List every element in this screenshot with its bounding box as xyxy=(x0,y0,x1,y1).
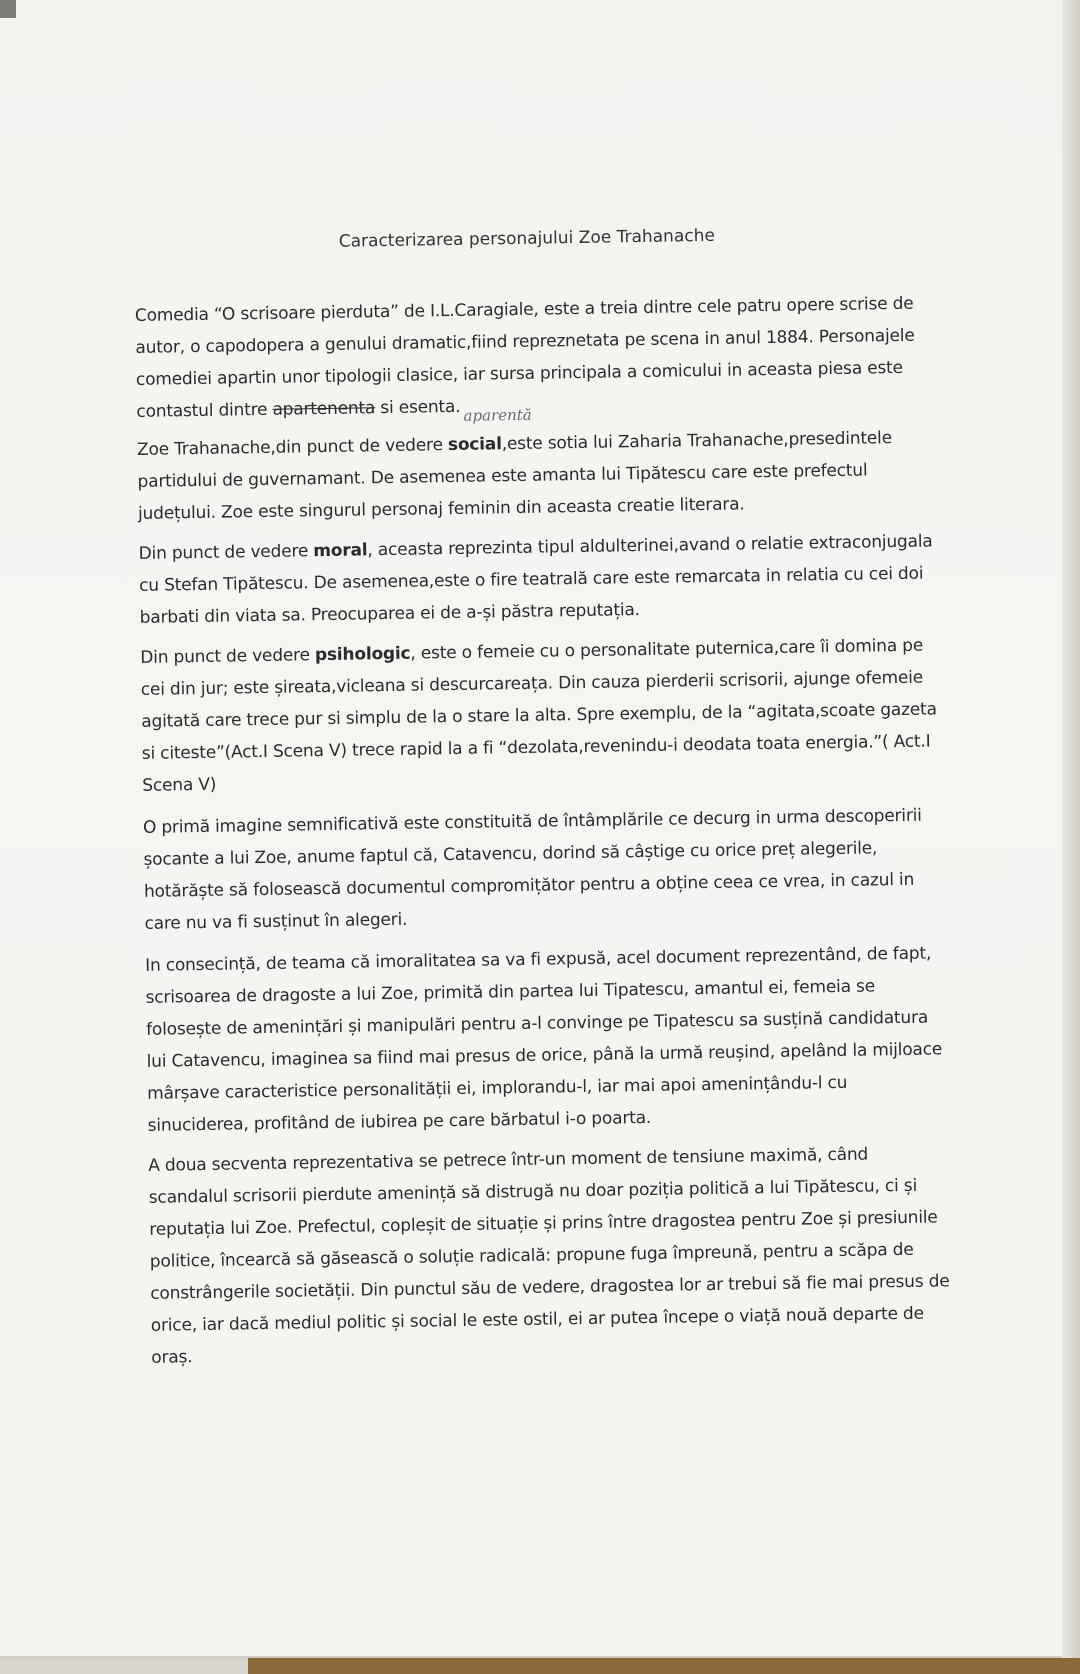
paragraph-psihologic xyxy=(140,629,942,802)
paragraph-second-scene: A doua secventa reprezentativa se petrece într-un moment de tensiune maximă, când scandalul scrisorii pierdute amenință să distrugă nu doar poziția politică a lui Tipătescu, ci și reputația lui Zoe. Prefectul, copleșit de situație și prins între dragostea pentru Zoe și presiunile politice, încearcă să găsească o soluție radicală: propune fuga împreună, pentru a scăpa de constrângerile societății. Din punctul său de vedere, dragostea lor ar trebui să fie mai presus de orice, iar dacă mediul politic și social le este ostil, ei ar putea începe o viață nouă departe de oraș. xyxy=(148,1144,950,1368)
struck-word: apartenenta xyxy=(272,398,376,420)
page-edge-shadow xyxy=(1062,0,1080,1674)
paragraph-text: si esenta. xyxy=(374,396,461,419)
paragraph-first-scene: O primă imagine semnificativă este constituită de întâmplările ce decurg in urma descoperirii șocante a lui Zoe, anume faptul că, Catavencu, dorind să câștige cu orice preț alegerile, hotărăște să folosească documentul compromițător pentru a obține ceea ce vrea, in cazul in care nu va fi susținut în alegeri. xyxy=(142,805,922,934)
paragraph-text: Din punct de vedere xyxy=(138,541,314,564)
table-edge xyxy=(248,1658,1080,1674)
handwritten-correction: aparentă xyxy=(463,405,532,425)
paragraph-social xyxy=(137,421,938,530)
paragraph-text: , aceasta reprezinta tipul aldulterinei,avand o relatie extraconjugala cu Stefan Tipătescu. De asemenea,este o fire teatrală care este remarcata in relatia cu cei doi barbati din viata sa. Preocuparea ei de a-și păstra reputația. xyxy=(139,531,933,628)
staple-mark xyxy=(0,0,16,18)
paragraph-text: , este o femeie cu o personalitate puternica,care îi domina pe cei din jur; este șireata,vicleana si descurcareața. Din cauza pierderii scrisorii, ajunge ofemeie agitată care trece pur si simplu de la o stare la alta. Spre exemplu, de la “agitata,scoate gazeta si citeste”(Act.I Scena V) trece rapid la a fi “dezolata,revenindu-i deodata toata energia.”( Act.I Scena V) xyxy=(140,635,937,796)
keyword-bold: psihologic xyxy=(314,643,411,666)
paragraph-intro xyxy=(135,287,937,428)
paragraph-consequence: In consecință, de teama că imoralitatea sa va fi expusă, acel document reprezentând, de fapt, scrisoarea de dragoste a lui Zoe, primită din partea lui Tipatescu, amantul ei, femeia se folosește de amenințări și manipulări pentru a-l convinge pe Tipatescu sa susțină candidatura lui Catavencu, imaginea sa fiind mai presus de orice, până la urmă reușind, apelând la mijloace mârșave caracteristice personalității ei, implorandu-l, iar mai apoi amenințându-l cu sinuciderea, profitând de iubirea pe care bărbatul i-o poarta. xyxy=(145,943,943,1136)
paragraph-text: ,este sotia lui Zaharia Trahanache,presedintele partidului de guvernamant. De asemenea este amanta lui Tipătescu care este prefectul județului. Zoe este singurul personaj feminin din aceasta creatie literara. xyxy=(137,428,893,524)
paragraph-text: Din punct de vedere xyxy=(140,645,316,668)
keyword-bold: social xyxy=(447,434,502,456)
paragraph-moral xyxy=(138,525,939,634)
keyword-bold: moral xyxy=(313,540,368,562)
paragraph-text: Zoe Trahanache,din punct de vedere xyxy=(136,435,449,460)
paragraph-text: Comedia “O scrisoare pierduta” de I.L.Caragiale, este a treia dintre cele patru opere scrise de autor, o capodopera a genului dramatic,fiind repreznetata pe scena in anul 1884. Personajele comediei apartin unor tipologii clasice, iar sursa principala a comicului in aceasta piesa este contastul dintre xyxy=(134,293,915,422)
document-title: Caracterizarea personajului Zoe Trahanache xyxy=(338,225,716,252)
